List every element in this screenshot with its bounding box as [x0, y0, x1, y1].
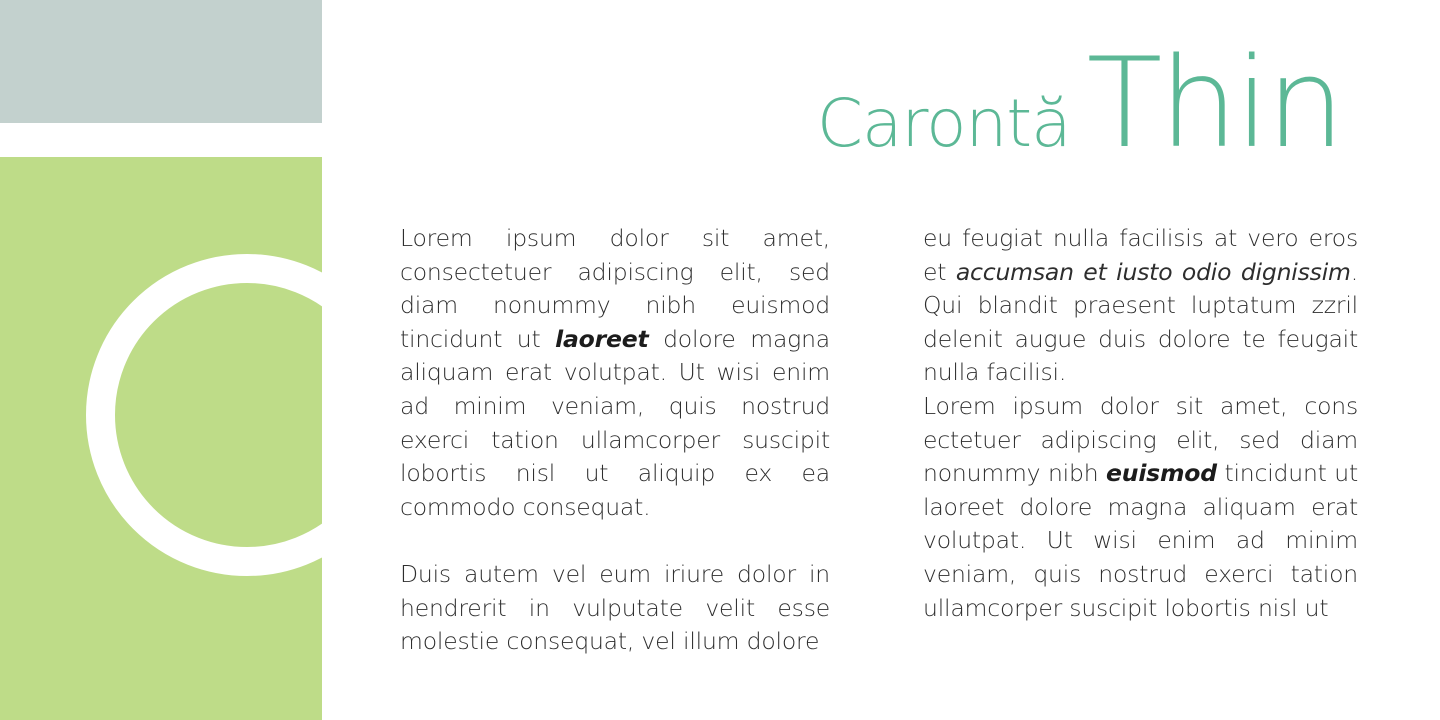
- text-run: eu feugiat nulla facilisis at vero eros et: [923, 224, 1358, 286]
- ring-graphic: [86, 254, 322, 576]
- text-run: Duis autem vel eum iriure dolor in hendrerit in vulputate velit esse molestie consequat, vel illum dolore: [400, 559, 830, 656]
- font-family-name: Carontă: [816, 85, 1071, 162]
- specimen-title: [816, 32, 1342, 176]
- text-run: Lorem ipsum dolor sit amet, cons ectetuer adipiscing elit, sed diam nonummy nibh: [923, 391, 1358, 488]
- font-weight-name: Thin: [1086, 32, 1342, 176]
- text-run: tincidunt ut laoreet dolore magna aliquam erat volutpat. Ut wisi enim ad minim veniam, quis nostrud exerci tation ullamcorper suscipit lobortis nisl ut: [923, 459, 1358, 622]
- text-run: . Qui blandit praesent luptatum zzril delenit augue duis dolore te feugait nulla facilisi.: [923, 257, 1359, 387]
- paragraph: [400, 222, 830, 524]
- italic-phrase: accumsan et iusto odio dignissim: [955, 257, 1351, 286]
- text-run: dolore magna aliquam erat volutpat. Ut wisi enim ad minim veniam, quis nostrud exerci tation ullamcorper suscipit lobortis nisl ut aliquip ex ea commodo consequat.: [400, 324, 830, 521]
- top-color-block: [0, 0, 322, 123]
- text-column-left: [400, 222, 830, 659]
- paragraph: [923, 390, 1358, 625]
- emphasized-word: laoreet: [555, 324, 649, 353]
- paragraph: [400, 558, 830, 659]
- text-run: Lorem ipsum dolor sit amet, consectetuer adipiscing elit, sed diam nonummy nibh euismod tincidunt ut: [400, 224, 830, 353]
- emphasized-word: euismod: [1106, 459, 1217, 488]
- side-color-panel: [0, 157, 322, 720]
- text-column-right: [923, 222, 1358, 625]
- paragraph: [923, 222, 1358, 390]
